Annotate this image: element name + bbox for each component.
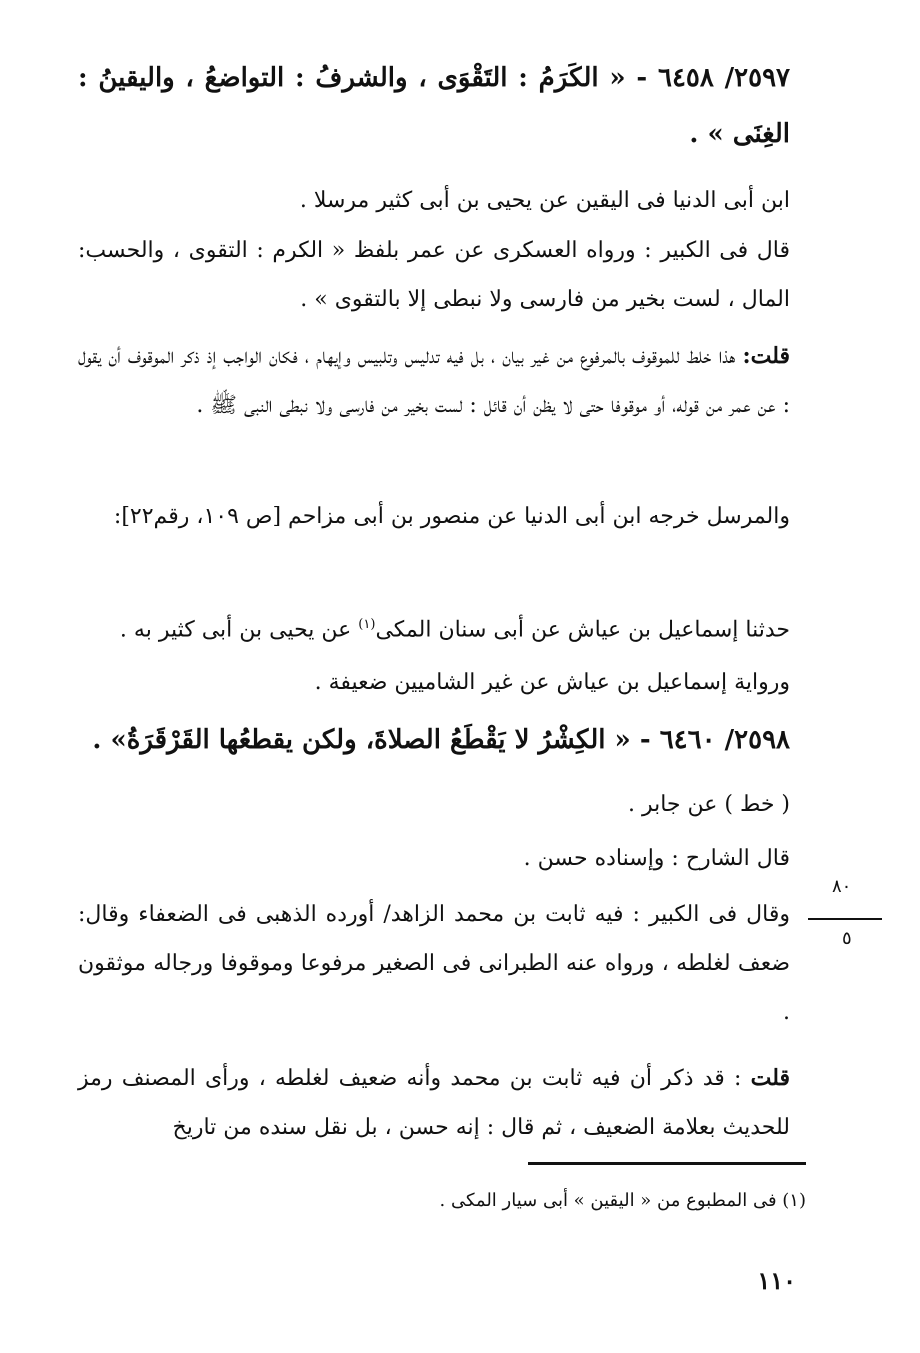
kabir-quote-paragraph: قال فى الكبير : ورواه العسكرى عن عمر بلفظ « الكرم : التقوى ، والحسب: المال ، لست بخير من فارسى ولا نبطى إلا بالتقوى » . bbox=[78, 238, 790, 312]
isnad-text-end: عن يحيى بن أبى كثير به . bbox=[119, 617, 359, 643]
qultu-label: قلت: bbox=[742, 343, 790, 369]
commentary-paragraph bbox=[78, 332, 790, 430]
final-commentary-text: : قد ذكر أن فيه ثابت بن محمد وأنه ضعيف لغلطه ، ورأى المصنف رمز للحديث بعلامة الضعيف ، ثم قال : إنه حسن ، بل نقل سنده من تاريخ bbox=[78, 1066, 790, 1140]
isnad-paragraph bbox=[78, 600, 790, 654]
margin-reference-top: ٨٠ bbox=[832, 876, 852, 897]
footnote: (١) فى المطبوع من « اليقين » أبى سيار المكى . bbox=[439, 1190, 806, 1211]
margin-reference-rule bbox=[808, 918, 882, 920]
qultu-label: قلت bbox=[750, 1065, 790, 1091]
riwaya-paragraph: ورواية إسماعيل بن عياش عن غير الشاميين ضعيفة . bbox=[314, 670, 790, 695]
hadith-2598 bbox=[78, 712, 790, 768]
isnad-text-start: حدثنا إسماعيل بن عياش عن أبى سنان المكى bbox=[375, 617, 790, 643]
takhrij-paragraph: ( خط ) عن جابر . bbox=[627, 792, 790, 817]
kabir-paragraph: وقال فى الكبير : فيه ثابت بن محمد الزاهد/ أورده الذهبى فى الضعفاء وقال: ضعف لغلطه ، ورواه عنه الطبرانى فى الصغير مرفوعا وموقوفا ورجاله موثقون . bbox=[78, 902, 790, 1025]
hadith-2597 bbox=[78, 50, 790, 162]
footnote-ref: (١) bbox=[358, 617, 376, 632]
final-commentary-paragraph bbox=[78, 1054, 790, 1152]
sharih-paragraph: قال الشارح : وإسناده حسن . bbox=[523, 846, 790, 871]
page-number: ١١٠ bbox=[757, 1266, 796, 1295]
margin-reference-bottom: ٥ bbox=[842, 928, 852, 949]
hadith-number: ٢٥٩٨/ ٦٤٦٠ - bbox=[639, 725, 790, 755]
hadith-number: ٢٥٩٧/ ٦٤٥٨ - bbox=[636, 63, 790, 93]
hadith-text: « الكِشْرُ لا يَقْطَعُ الصلاةَ، ولكن يقطعُها القَرْقَرَةُ» . bbox=[92, 725, 631, 755]
hadith-text: « الكَرَمُ : التَقْوَى ، والشرفُ : التواضعُ ، واليقينُ : الغِنَى » . bbox=[78, 63, 790, 149]
commentary-text: هذا خلط للموقوف بالمرفوع من غير بيان ، بل فيه تدليس وتلبيس وإيهام ، فكان الواجب إذ ذكر الموقوف أن يقول : عن عمر من قوله، أو موقوفا حتى لا يظن أن قائل : لست بخير من فارسى ولا نبطى النبى ﷺ . bbox=[78, 344, 790, 418]
footnote-separator bbox=[528, 1162, 806, 1165]
mursal-paragraph: والمرسل خرجه ابن أبى الدنيا عن منصور بن أبى مزاحم [ص ١٠٩، رقم٢٢]: bbox=[113, 504, 790, 529]
source-paragraph: ابن أبى الدنيا فى اليقين عن يحيى بن أبى كثير مرسلا . bbox=[299, 188, 790, 213]
